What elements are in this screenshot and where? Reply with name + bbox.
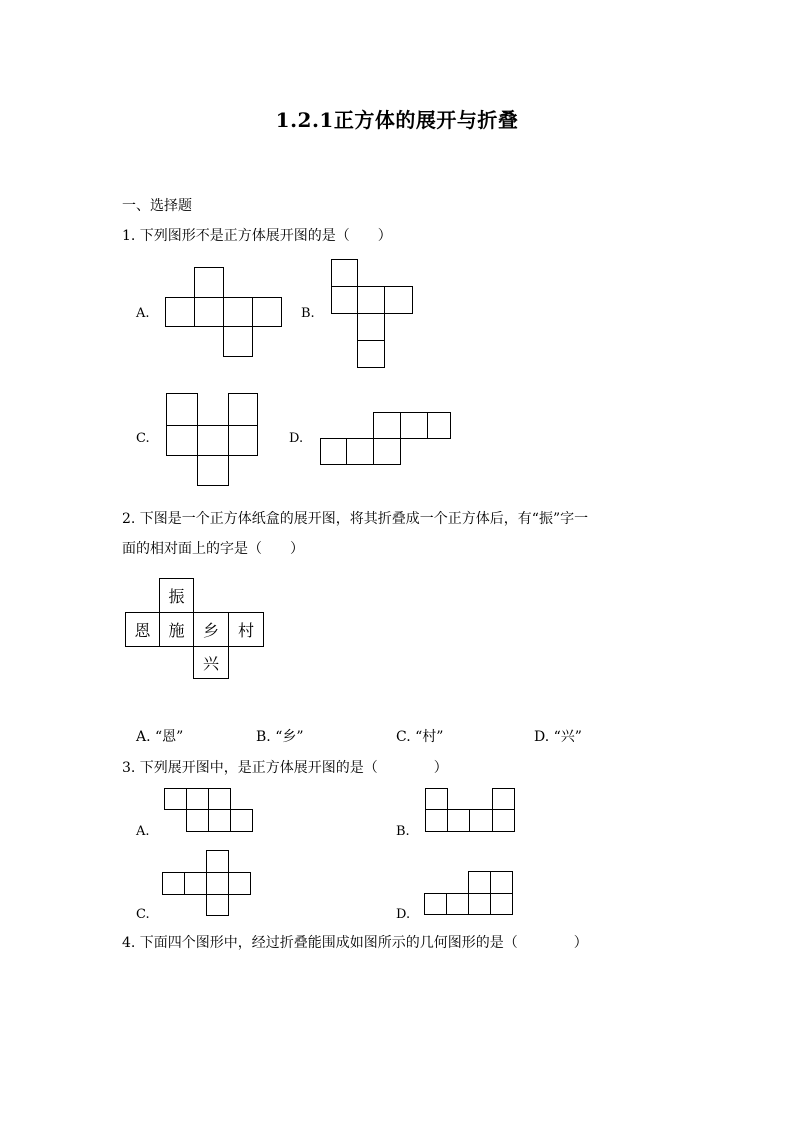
net-square bbox=[446, 893, 469, 915]
net-face-shi: 施 bbox=[159, 612, 194, 647]
question-1-text: 1. 下列图形不是正方体展开图的是（ ） bbox=[122, 228, 392, 244]
net-square bbox=[357, 340, 385, 368]
net-face-en: 恩 bbox=[125, 612, 160, 647]
net-square bbox=[166, 425, 198, 456]
net-square bbox=[490, 871, 513, 894]
net-square bbox=[208, 788, 231, 810]
net-square bbox=[194, 267, 224, 298]
question-4-text: 4. 下面四个图形中，经过折叠能围成如图所示的几何图形的是（ ） bbox=[122, 935, 588, 951]
net-square bbox=[206, 850, 229, 873]
net-square bbox=[425, 788, 448, 810]
q3-option-d-label: D. bbox=[396, 907, 411, 922]
net-square bbox=[346, 438, 374, 465]
net-face-xing: 兴 bbox=[193, 646, 229, 679]
q1-option-c-label: C. bbox=[136, 431, 150, 446]
net-square bbox=[373, 438, 401, 465]
question-2-text-line-2: 面的相对面上的字是（ ） bbox=[122, 541, 304, 557]
section-heading: 一、选择题 bbox=[122, 198, 192, 214]
net-square bbox=[228, 425, 258, 456]
net-square bbox=[357, 286, 385, 314]
net-square bbox=[164, 788, 187, 810]
net-square bbox=[425, 809, 448, 832]
question-3-text: 3. 下列展开图中，是正方体展开图的是（ ） bbox=[122, 760, 448, 776]
question-2-text-line-1: 2. 下图是一个正方体纸盒的展开图，将其折叠成一个正方体后，有“振”字一 bbox=[122, 511, 589, 527]
net-square bbox=[424, 893, 447, 915]
net-square bbox=[206, 872, 229, 895]
net-square bbox=[228, 872, 251, 895]
net-square bbox=[492, 788, 515, 810]
net-square bbox=[400, 412, 428, 439]
net-square bbox=[223, 297, 253, 327]
q2-option-d: D. “兴” bbox=[534, 729, 582, 745]
net-square bbox=[331, 259, 358, 287]
q3-option-b-label: B. bbox=[396, 824, 410, 839]
net-square bbox=[252, 297, 282, 327]
net-square bbox=[490, 893, 513, 915]
net-face-xiang: 乡 bbox=[193, 612, 229, 647]
q3-option-a-label: A. bbox=[136, 824, 150, 839]
net-square bbox=[373, 412, 401, 439]
net-square bbox=[384, 286, 413, 314]
q2-option-b: B. “乡” bbox=[256, 729, 304, 745]
q2-option-a: A. “恩” bbox=[136, 729, 184, 745]
net-square bbox=[186, 809, 209, 832]
net-square bbox=[184, 872, 207, 895]
net-square bbox=[197, 425, 229, 456]
q1-option-d-label: D. bbox=[289, 431, 304, 446]
q2-option-c: C. “村” bbox=[396, 729, 444, 745]
net-square bbox=[208, 809, 231, 832]
net-square bbox=[357, 313, 385, 341]
net-square bbox=[166, 393, 198, 426]
net-square bbox=[165, 297, 195, 327]
net-square bbox=[469, 809, 493, 832]
net-square bbox=[197, 455, 229, 486]
net-square bbox=[230, 809, 253, 832]
page-title: 1.2.1正方体的展开与折叠 bbox=[275, 108, 519, 132]
net-square bbox=[468, 871, 491, 894]
net-square bbox=[194, 297, 224, 327]
net-square bbox=[162, 872, 185, 895]
net-square bbox=[186, 788, 209, 810]
net-square bbox=[206, 894, 229, 916]
net-square bbox=[468, 893, 491, 915]
net-face-zhen: 振 bbox=[159, 578, 194, 613]
net-square bbox=[447, 809, 470, 832]
net-square bbox=[427, 412, 451, 439]
q3-option-c-label: C. bbox=[136, 907, 150, 922]
net-square bbox=[331, 286, 358, 314]
net-square bbox=[223, 326, 253, 357]
net-square bbox=[492, 809, 515, 832]
net-square bbox=[320, 438, 347, 465]
q1-option-b-label: B. bbox=[301, 306, 315, 321]
net-face-cun: 村 bbox=[228, 612, 264, 647]
net-square bbox=[228, 393, 258, 426]
q1-option-a-label: A. bbox=[136, 306, 150, 321]
